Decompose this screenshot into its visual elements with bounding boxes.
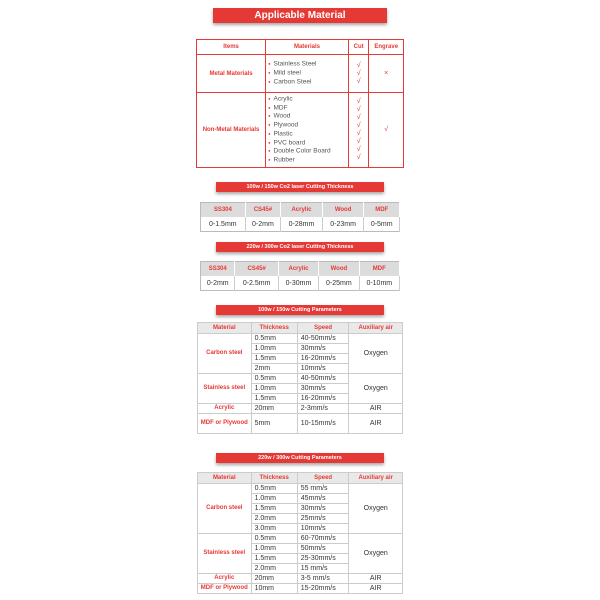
- applicable-material-banner: Applicable Material: [213, 8, 387, 23]
- table-row: [198, 484, 403, 494]
- value-ss304: 0-1.5mm: [201, 217, 246, 232]
- header-ss304: SS304: [201, 203, 246, 218]
- thickness-cell: 0.5mm: [251, 374, 297, 384]
- speed-cell: 16-20mm/s: [297, 354, 349, 364]
- list-item: ● Carbon Steel: [268, 78, 348, 87]
- table-header-row: [198, 323, 403, 334]
- table-row: [197, 55, 404, 93]
- thickness-cell: 1.0mm: [251, 494, 297, 504]
- header-acrylic: Acrylic: [278, 262, 318, 277]
- table-row: [198, 534, 403, 544]
- value-acrylic: 0-28mm: [281, 217, 323, 232]
- thickness-100-150-table: [200, 202, 400, 232]
- check-mark: √: [356, 145, 361, 153]
- speed-cell: 30mm/s: [297, 384, 349, 394]
- air-cell: AIR: [349, 404, 403, 414]
- material-carbon-steel: Carbon steel: [198, 334, 252, 374]
- thickness-cell: 0.5mm: [251, 484, 297, 494]
- header-acrylic: Acrylic: [281, 203, 323, 218]
- speed-cell: 10mm/s: [297, 364, 349, 374]
- air-cell: AIR: [349, 574, 403, 584]
- value-mdf: 0-5mm: [364, 217, 400, 232]
- list-item: ● Plywood: [268, 121, 348, 130]
- check-mark: √: [356, 113, 361, 121]
- value-wood: 0-25mm: [319, 276, 359, 291]
- table-row: [198, 374, 403, 384]
- header-material: Material: [198, 323, 252, 334]
- table-row: [201, 217, 400, 232]
- value-ss304: 0-2mm: [201, 276, 235, 291]
- thickness-cell: 0.5mm: [251, 334, 297, 344]
- material-mdf-plywood: MDF or Plywood: [198, 414, 252, 434]
- applicable-material-table: [196, 39, 404, 168]
- speed-cell: 2-3mm/s: [297, 404, 349, 414]
- category-metal: Metal Materials: [197, 55, 266, 93]
- table-header-row: [201, 203, 400, 218]
- list-item: ● Mild steel: [268, 69, 348, 78]
- thickness-cell: 1.0mm: [251, 344, 297, 354]
- category-non-metal: Non-Metal Materials: [197, 93, 266, 168]
- materials-cell: [266, 55, 349, 93]
- list-item: ● Wood: [268, 112, 348, 121]
- header-cs45: CS45#: [235, 262, 278, 277]
- thickness-cell: 2.0mm: [251, 514, 297, 524]
- speed-cell: 30mm/s: [297, 504, 349, 514]
- table-row: [197, 93, 404, 168]
- thickness-220-300-banner: 220w / 300w Co2 laser Cutting Thickness: [216, 242, 384, 252]
- speed-cell: 45mm/s: [297, 494, 349, 504]
- thickness-220-300-table: [200, 261, 400, 291]
- table-row: [198, 584, 403, 594]
- list-item: ● Double Color Board: [268, 147, 348, 156]
- list-item: ● PVC board: [268, 139, 348, 148]
- header-items: Items: [197, 40, 266, 55]
- check-mark: √: [356, 137, 361, 145]
- header-speed: Speed: [297, 473, 349, 484]
- check-mark: √: [356, 121, 361, 129]
- speed-cell: 15-20mm/s: [297, 584, 349, 594]
- header-engrave: Engrave: [369, 40, 404, 55]
- list-item: ● Plastic: [268, 130, 348, 139]
- params-100-150-banner: 100w / 150w Cutting Parameters: [216, 305, 384, 315]
- air-cell: Oxygen: [349, 534, 403, 574]
- value-acrylic: 0-30mm: [278, 276, 318, 291]
- cut-marks: [348, 93, 369, 168]
- thickness-cell: 20mm: [251, 574, 297, 584]
- speed-cell: 55 mm/s: [297, 484, 349, 494]
- value-mdf: 0-10mm: [359, 276, 399, 291]
- table-row: [198, 404, 403, 414]
- header-thickness: Thickness: [251, 473, 297, 484]
- header-mdf: MDF: [364, 203, 400, 218]
- header-materials: Materials: [266, 40, 349, 55]
- air-cell: Oxygen: [349, 374, 403, 404]
- speed-cell: 25-30mm/s: [297, 554, 349, 564]
- speed-cell: 15 mm/s: [297, 564, 349, 574]
- header-wood: Wood: [319, 262, 359, 277]
- air-cell: Oxygen: [349, 334, 403, 374]
- value-wood: 0-23mm: [322, 217, 364, 232]
- header-cut: Cut: [348, 40, 369, 55]
- header-material: Material: [198, 473, 252, 484]
- engrave-mark: √: [369, 93, 404, 168]
- speed-cell: 25mm/s: [297, 514, 349, 524]
- check-mark: √: [356, 69, 361, 77]
- air-cell: AIR: [349, 584, 403, 594]
- table-row: [198, 574, 403, 584]
- check-mark: √: [356, 153, 361, 161]
- value-cs45: 0-2mm: [245, 217, 281, 232]
- speed-cell: 30mm/s: [297, 344, 349, 354]
- thickness-cell: 10mm: [251, 584, 297, 594]
- params-220-300-table: [197, 472, 403, 594]
- speed-cell: 3-5 mm/s: [297, 574, 349, 584]
- thickness-cell: 20mm: [251, 404, 297, 414]
- header-auxiliary-air: Auxiliary air: [349, 473, 403, 484]
- thickness-cell: 1.0mm: [251, 544, 297, 554]
- header-wood: Wood: [322, 203, 364, 218]
- thickness-cell: 5mm: [251, 414, 297, 434]
- thickness-cell: 0.5mm: [251, 534, 297, 544]
- table-header-row: [197, 40, 404, 55]
- header-speed: Speed: [297, 323, 349, 334]
- thickness-cell: 1.5mm: [251, 504, 297, 514]
- check-mark: √: [356, 129, 361, 137]
- thickness-cell: 2mm: [251, 364, 297, 374]
- air-cell: AIR: [349, 414, 403, 434]
- table-row: [198, 414, 403, 434]
- table-row: [201, 276, 400, 291]
- header-cs45: CS45#: [245, 203, 281, 218]
- header-thickness: Thickness: [251, 323, 297, 334]
- materials-cell: [266, 93, 349, 168]
- list-item: ● Stainless Steel: [268, 60, 348, 69]
- material-carbon-steel: Carbon steel: [198, 484, 252, 534]
- table-row: [198, 334, 403, 344]
- engrave-mark: ×: [369, 55, 404, 93]
- list-item: ● Acrylic: [268, 95, 348, 104]
- speed-cell: 40-50mm/s: [297, 374, 349, 384]
- header-mdf: MDF: [359, 262, 399, 277]
- thickness-cell: 1.0mm: [251, 384, 297, 394]
- check-mark: √: [356, 105, 361, 113]
- value-cs45: 0-2.5mm: [235, 276, 278, 291]
- speed-cell: 10mm/s: [297, 524, 349, 534]
- table-header-row: [198, 473, 403, 484]
- params-220-300-banner: 220w / 300w Cutting Parameters: [216, 453, 384, 463]
- thickness-cell: 2.0mm: [251, 564, 297, 574]
- check-mark: √: [356, 61, 361, 69]
- cut-marks: [348, 55, 369, 93]
- header-ss304: SS304: [201, 262, 235, 277]
- material-acrylic: Acrylic: [198, 404, 252, 414]
- speed-cell: 16-20mm/s: [297, 394, 349, 404]
- header-auxiliary-air: Auxiliary air: [349, 323, 403, 334]
- material-acrylic: Acrylic: [198, 574, 252, 584]
- material-mdf-plywood: MDF or Plywood: [198, 584, 252, 594]
- speed-cell: 10-15mm/s: [297, 414, 349, 434]
- table-header-row: [201, 262, 400, 277]
- check-mark: √: [356, 97, 361, 105]
- list-item: ● MDF: [268, 104, 348, 113]
- thickness-cell: 1.5mm: [251, 354, 297, 364]
- list-item: ● Rubber: [268, 156, 348, 165]
- material-stainless-steel: Stainless steel: [198, 534, 252, 574]
- thickness-cell: 1.5mm: [251, 554, 297, 564]
- speed-cell: 60-70mm/s: [297, 534, 349, 544]
- speed-cell: 40-50mm/s: [297, 334, 349, 344]
- params-100-150-table: [197, 322, 403, 434]
- material-stainless-steel: Stainless steel: [198, 374, 252, 404]
- thickness-cell: 3.0mm: [251, 524, 297, 534]
- speed-cell: 50mm/s: [297, 544, 349, 554]
- thickness-100-150-banner: 100w / 150w Co2 laser Cutting Thickness: [216, 182, 384, 192]
- air-cell: Oxygen: [349, 484, 403, 534]
- check-mark: √: [356, 77, 361, 85]
- thickness-cell: 1.5mm: [251, 394, 297, 404]
